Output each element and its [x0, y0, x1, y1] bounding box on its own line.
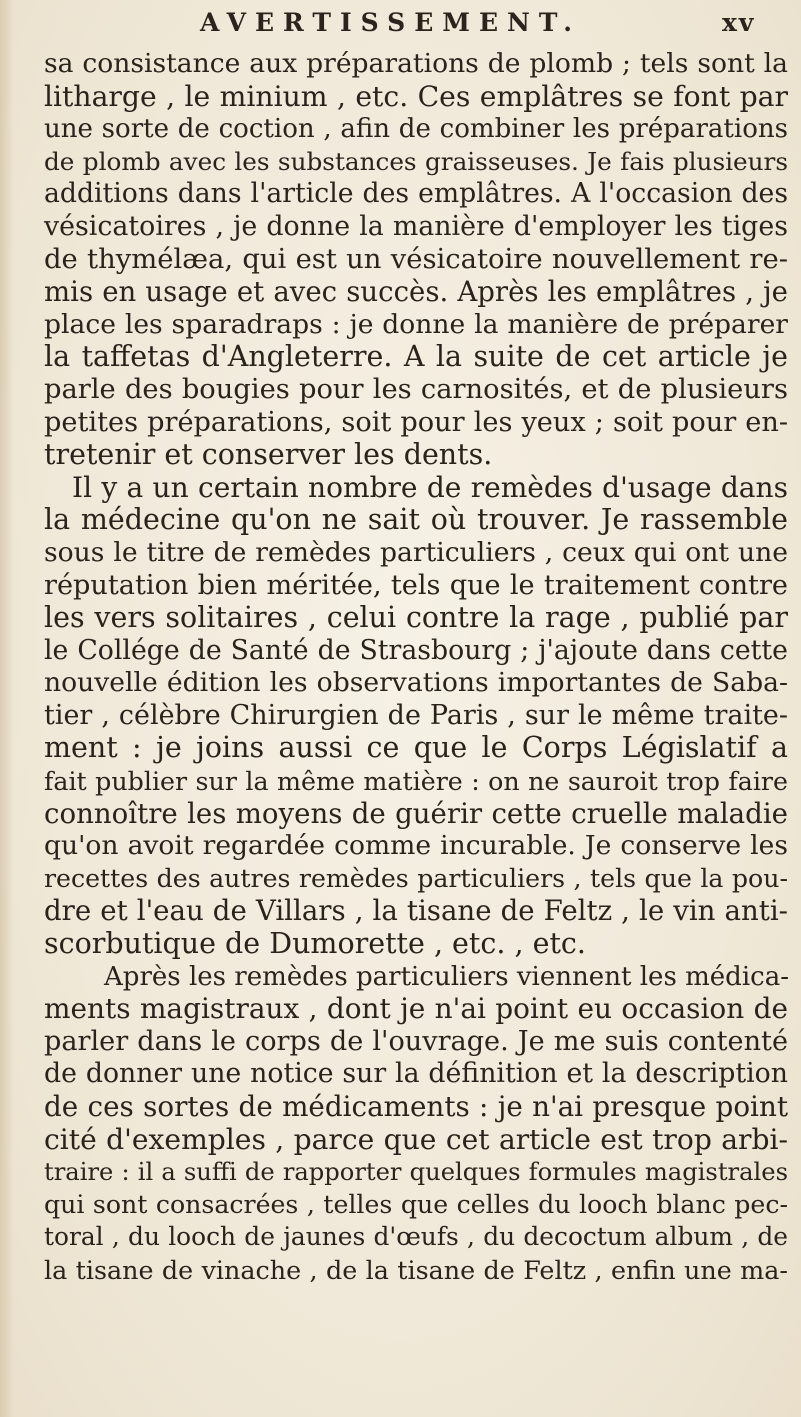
page-edge-shadow: [0, 0, 14, 1417]
page-number: xv: [722, 8, 756, 37]
text-line: sous le titre de remèdes particuliers , ceux qui ont une: [44, 536, 788, 568]
text-line: cité d'exemples , parce que cet article est trop arbi-: [44, 1122, 788, 1156]
text-line: la tisane de vinache , de la tisane de Feltz , enfin une ma-: [44, 1254, 788, 1285]
text-line: la médecine qu'on ne sait où trouver. Je rassemble: [44, 503, 788, 537]
text-line: qu'on avoit regardée comme incurable. Je conserve les: [44, 830, 788, 862]
text-line: toral , du looch de jaunes d'œufs , du decoctum album , de: [44, 1222, 788, 1252]
text-line: ment : je joins aussi ce que le Corps Législatif a: [44, 731, 788, 765]
text-line: de donner une notice sur la définition et la description: [44, 1058, 788, 1090]
text-line: nouvelle édition les observations importantes de Saba-: [44, 667, 788, 699]
text-line: mis en usage et avec succès. Après les emplâtres , je: [44, 275, 788, 309]
text-line: tier , célèbre Chirurgien de Paris , sur le même traite-: [44, 699, 788, 731]
text-line: parle des bougies pour les carnosités, et de plusieurs: [44, 373, 788, 405]
text-line: sa consistance aux préparations de plomb ; tels sont la: [44, 48, 788, 79]
text-line: de plomb avec les substances graisseuses. Je fais plusieurs: [44, 146, 788, 176]
body-text: [44, 48, 788, 1287]
running-head: [0, 6, 801, 46]
text-line-paragraph-start: Après les remèdes particuliers viennent les médica-: [104, 961, 790, 992]
text-line: de thymélæa, qui est un vésicatoire nouvellement re-: [44, 243, 788, 275]
text-line: place les sparadraps : je donne la manière de préparer: [44, 308, 788, 340]
text-line: une sorte de coction , afin de combiner les préparations: [44, 114, 788, 145]
text-line: les vers solitaires , celui contre la rage , publié par: [44, 601, 788, 635]
text-line: parler dans le corps de l'ouvrage. Je me suis contenté: [44, 1025, 788, 1057]
text-line: traire : il a suffi de rapporter quelques formules magistrales: [44, 1158, 788, 1187]
text-line: ments magistraux , dont je n'ai point eu occasion de: [44, 992, 788, 1026]
text-line: vésicatoires , je donne la manière d'employer les tiges: [44, 210, 788, 242]
text-line: recettes des autres remèdes particuliers , tels que la pou-: [44, 863, 788, 893]
text-line: réputation bien méritée, tels que le traitement contre: [44, 569, 788, 601]
text-line-paragraph-end: tretenir et conserver les dents.: [44, 438, 493, 472]
text-line: petites préparations, soit pour les yeux ; soit pour en-: [44, 406, 788, 438]
text-line-paragraph-end: scorbutique de Dumorette , etc. , etc.: [44, 927, 586, 961]
running-head-title: AVERTISSEMENT.: [200, 8, 581, 37]
text-line: fait publier sur la même matière : on ne sauroit trop faire: [44, 766, 788, 797]
text-line: litharge , le minium , etc. Ces emplâtres se font par: [44, 79, 788, 113]
text-line: la taffetas d'Angleterre. A la suite de cet article je: [44, 340, 788, 374]
text-line: de ces sortes de médicaments : je n'ai presque point: [44, 1090, 788, 1123]
text-line: connoître les moyens de guérir cette cruelle maladie: [44, 796, 788, 830]
text-line: qui sont consacrées , telles que celles du looch blanc pec-: [44, 1189, 788, 1219]
text-line: le Collége de Santé de Strasbourg ; j'ajoute dans cette: [44, 634, 788, 666]
text-line: dre et l'eau de Villars , la tisane de Feltz , le vin anti-: [44, 894, 788, 928]
text-line-paragraph-start: Il y a un certain nombre de remèdes d'usage dans: [72, 470, 788, 504]
text-line: additions dans l'article des emplâtres. A l'occasion des: [44, 178, 788, 210]
